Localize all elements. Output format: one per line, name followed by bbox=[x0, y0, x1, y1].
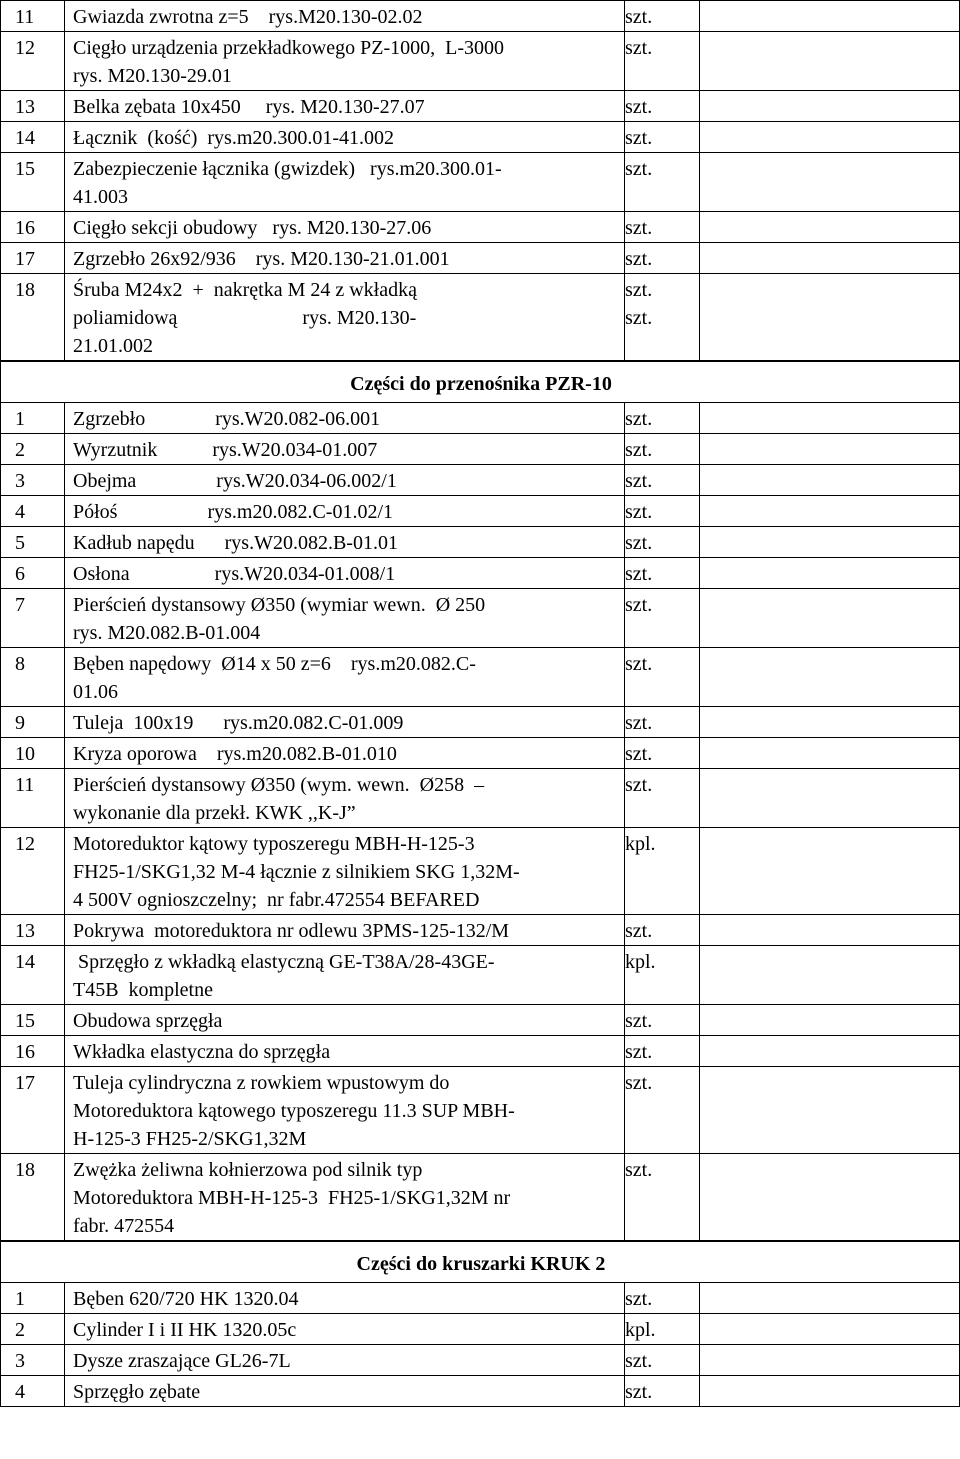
description-line: Sprzęgło zębate bbox=[73, 1381, 201, 1403]
unit-line: szt. bbox=[625, 408, 653, 430]
item-description bbox=[65, 1, 625, 32]
quantity-cell bbox=[700, 274, 960, 362]
description-line: Motoreduktora MBH-H-125-3 FH25-1/SKG1,32M nr bbox=[73, 1187, 511, 1209]
quantity-cell bbox=[700, 1283, 960, 1314]
item-description bbox=[65, 828, 625, 915]
table-row bbox=[1, 1345, 960, 1376]
quantity-cell bbox=[700, 496, 960, 527]
description-line: Cylinder I i II HK 1320.05c bbox=[73, 1319, 297, 1341]
description-line: Cięgło sekcji obudowy rys. M20.130-27.06 bbox=[73, 217, 432, 239]
item-number: 3 bbox=[1, 465, 65, 496]
section-title: Części do przenośnika PZR-10 bbox=[1, 361, 960, 403]
item-number: 17 bbox=[1, 1067, 65, 1154]
quantity-cell bbox=[700, 434, 960, 465]
unit-line: szt. bbox=[625, 920, 653, 942]
item-description bbox=[65, 1376, 625, 1407]
table-row bbox=[1, 1036, 960, 1067]
quantity-cell bbox=[700, 1036, 960, 1067]
description-line: Obudowa sprzęgła bbox=[73, 1010, 223, 1032]
table-row bbox=[1, 243, 960, 274]
description-line: rys. M20.130-29.01 bbox=[73, 65, 232, 87]
table-row bbox=[1, 946, 960, 1005]
item-description bbox=[65, 1067, 625, 1154]
item-description bbox=[65, 465, 625, 496]
item-description bbox=[65, 589, 625, 648]
description-line: Zwężka żeliwna kołnierzowa pod silnik typ bbox=[73, 1159, 423, 1181]
quantity-cell bbox=[700, 648, 960, 707]
description-line: Pierścień dystansowy Ø350 (wym. wewn. Ø258 – bbox=[73, 774, 485, 796]
description-line: Gwiazda zwrotna z=5 rys.M20.130-02.02 bbox=[73, 6, 423, 28]
item-description bbox=[65, 153, 625, 212]
table-row bbox=[1, 1, 960, 32]
unit-line: szt. bbox=[625, 563, 653, 585]
unit-line: szt. bbox=[625, 279, 653, 301]
description-line: fabr. 472554 bbox=[73, 1215, 175, 1237]
description-line: Bęben napędowy Ø14 x 50 z=6 rys.m20.082.C- bbox=[73, 653, 476, 675]
description-line: Belka zębata 10x450 rys. M20.130-27.07 bbox=[73, 96, 425, 118]
item-description bbox=[65, 32, 625, 91]
table-row bbox=[1, 915, 960, 946]
item-unit bbox=[625, 1067, 700, 1154]
item-number: 1 bbox=[1, 1283, 65, 1314]
item-description bbox=[65, 648, 625, 707]
item-unit bbox=[625, 465, 700, 496]
item-unit bbox=[625, 1345, 700, 1376]
unit-line: kpl. bbox=[625, 951, 656, 973]
description-line: Sprzęgło z wkładką elastyczną GE-T38A/28-43GE- bbox=[73, 951, 495, 973]
item-unit bbox=[625, 589, 700, 648]
description-line: Bęben 620/720 HK 1320.04 bbox=[73, 1288, 299, 1310]
item-description bbox=[65, 769, 625, 828]
table-row bbox=[1, 1067, 960, 1154]
description-line: Zgrzebło 26x92/936 rys. M20.130-21.01.001 bbox=[73, 248, 450, 270]
description-line: wykonanie dla przekł. KWK ,,K-J” bbox=[73, 802, 356, 824]
table-row bbox=[1, 648, 960, 707]
table-row bbox=[1, 1154, 960, 1242]
item-unit bbox=[625, 769, 700, 828]
unit-line: szt. bbox=[625, 712, 653, 734]
item-description bbox=[65, 1283, 625, 1314]
item-description bbox=[65, 527, 625, 558]
unit-line: szt. bbox=[625, 217, 653, 239]
item-description bbox=[65, 122, 625, 153]
description-line: 4 500V ognioszczelny; nr fabr.472554 BEFARED bbox=[73, 889, 480, 911]
item-unit bbox=[625, 91, 700, 122]
quantity-cell bbox=[700, 589, 960, 648]
table-row bbox=[1, 1314, 960, 1345]
quantity-cell bbox=[700, 1345, 960, 1376]
item-number: 6 bbox=[1, 558, 65, 589]
unit-line: szt. bbox=[625, 501, 653, 523]
item-unit bbox=[625, 915, 700, 946]
description-line: 21.01.002 bbox=[73, 335, 153, 357]
description-line: Pokrywa motoreduktora nr odlewu 3PMS-125-132/M bbox=[73, 920, 510, 942]
description-line: poliamidową rys. M20.130- bbox=[73, 307, 417, 329]
table-row bbox=[1, 91, 960, 122]
table-row bbox=[1, 769, 960, 828]
unit-line: szt. bbox=[625, 37, 653, 59]
description-line: Obejma rys.W20.034-06.002/1 bbox=[73, 470, 397, 492]
table-row bbox=[1, 1376, 960, 1407]
section-header-row bbox=[1, 361, 960, 403]
quantity-cell bbox=[700, 1, 960, 32]
table-row bbox=[1, 274, 960, 362]
item-unit bbox=[625, 403, 700, 434]
item-unit bbox=[625, 707, 700, 738]
quantity-cell bbox=[700, 122, 960, 153]
item-description bbox=[65, 403, 625, 434]
description-line: 41.003 bbox=[73, 186, 128, 208]
unit-line: kpl. bbox=[625, 1319, 656, 1341]
quantity-cell bbox=[700, 769, 960, 828]
item-unit bbox=[625, 122, 700, 153]
description-line: Kadłub napędu rys.W20.082.B-01.01 bbox=[73, 532, 398, 554]
table-row bbox=[1, 1283, 960, 1314]
item-unit bbox=[625, 1036, 700, 1067]
item-unit bbox=[625, 527, 700, 558]
item-unit bbox=[625, 558, 700, 589]
unit-line: szt. bbox=[625, 594, 653, 616]
item-description bbox=[65, 1005, 625, 1036]
unit-line: szt. bbox=[625, 1159, 653, 1181]
description-line: rys. M20.082.B-01.004 bbox=[73, 622, 261, 644]
description-line: FH25-1/SKG1,32 M-4 łącznie z silnikiem SKG 1,32M- bbox=[73, 861, 520, 883]
item-unit bbox=[625, 648, 700, 707]
unit-line: szt. bbox=[625, 96, 653, 118]
item-description bbox=[65, 738, 625, 769]
item-number: 8 bbox=[1, 648, 65, 707]
unit-line: szt. bbox=[625, 439, 653, 461]
description-line: Zabezpieczenie łącznika (gwizdek) rys.m20.300.01- bbox=[73, 158, 502, 180]
table-row bbox=[1, 32, 960, 91]
item-number: 5 bbox=[1, 527, 65, 558]
description-line: Dysze zraszające GL26-7L bbox=[73, 1350, 291, 1372]
description-line: Motoreduktora kątowego typoszeregu 11.3 SUP MBH- bbox=[73, 1100, 515, 1122]
item-description bbox=[65, 274, 625, 362]
section-title: Części do kruszarki KRUK 2 bbox=[1, 1241, 960, 1283]
quantity-cell bbox=[700, 153, 960, 212]
unit-line: szt. bbox=[625, 1350, 653, 1372]
quantity-cell bbox=[700, 1376, 960, 1407]
item-number: 4 bbox=[1, 1376, 65, 1407]
table-row bbox=[1, 738, 960, 769]
section-header-row bbox=[1, 1241, 960, 1283]
item-description bbox=[65, 1345, 625, 1376]
item-number: 14 bbox=[1, 946, 65, 1005]
item-unit bbox=[625, 1154, 700, 1242]
quantity-cell bbox=[700, 403, 960, 434]
item-description bbox=[65, 434, 625, 465]
item-number: 3 bbox=[1, 1345, 65, 1376]
item-number: 7 bbox=[1, 589, 65, 648]
unit-line: szt. bbox=[625, 470, 653, 492]
item-description bbox=[65, 1154, 625, 1242]
table-row bbox=[1, 465, 960, 496]
quantity-cell bbox=[700, 707, 960, 738]
item-description bbox=[65, 91, 625, 122]
quantity-cell bbox=[700, 91, 960, 122]
description-line: H-125-3 FH25-2/SKG1,32M bbox=[73, 1128, 307, 1150]
item-number: 11 bbox=[1, 769, 65, 828]
item-description bbox=[65, 558, 625, 589]
item-number: 14 bbox=[1, 122, 65, 153]
unit-line: szt. bbox=[625, 307, 653, 329]
quantity-cell bbox=[700, 1005, 960, 1036]
quantity-cell bbox=[700, 32, 960, 91]
item-number: 2 bbox=[1, 434, 65, 465]
item-number: 11 bbox=[1, 1, 65, 32]
description-line: Wyrzutnik rys.W20.034-01.007 bbox=[73, 439, 378, 461]
unit-line: szt. bbox=[625, 532, 653, 554]
item-number: 18 bbox=[1, 1154, 65, 1242]
item-number: 12 bbox=[1, 828, 65, 915]
item-number: 13 bbox=[1, 91, 65, 122]
quantity-cell bbox=[700, 915, 960, 946]
item-unit bbox=[625, 274, 700, 362]
item-unit bbox=[625, 434, 700, 465]
unit-line: kpl. bbox=[625, 833, 656, 855]
quantity-cell bbox=[700, 1314, 960, 1345]
description-line: Śruba M24x2 + nakrętka M 24 z wkładką bbox=[73, 279, 417, 301]
description-line: Wkładka elastyczna do sprzęgła bbox=[73, 1041, 331, 1063]
description-line: 01.06 bbox=[73, 681, 118, 703]
description-line: Motoreduktor kątowy typoszeregu MBH-H-125-3 bbox=[73, 833, 475, 855]
quantity-cell bbox=[700, 558, 960, 589]
quantity-cell bbox=[700, 243, 960, 274]
item-description bbox=[65, 915, 625, 946]
item-number: 16 bbox=[1, 212, 65, 243]
item-unit bbox=[625, 828, 700, 915]
item-description bbox=[65, 707, 625, 738]
item-number: 2 bbox=[1, 1314, 65, 1345]
unit-line: szt. bbox=[625, 774, 653, 796]
unit-line: szt. bbox=[625, 653, 653, 675]
description-line: Pierścień dystansowy Ø350 (wymiar wewn. Ø 250 bbox=[73, 594, 486, 616]
item-description bbox=[65, 1036, 625, 1067]
table-row bbox=[1, 558, 960, 589]
item-number: 10 bbox=[1, 738, 65, 769]
unit-line: szt. bbox=[625, 1010, 653, 1032]
table-row bbox=[1, 1005, 960, 1036]
quantity-cell bbox=[700, 212, 960, 243]
item-unit bbox=[625, 946, 700, 1005]
parts-table-body bbox=[1, 1, 960, 1407]
item-description bbox=[65, 946, 625, 1005]
table-row bbox=[1, 122, 960, 153]
description-line: Tuleja cylindryczna z rowkiem wpustowym do bbox=[73, 1072, 450, 1094]
item-number: 12 bbox=[1, 32, 65, 91]
description-line: Zgrzebło rys.W20.082-06.001 bbox=[73, 408, 381, 430]
item-description bbox=[65, 212, 625, 243]
item-number: 16 bbox=[1, 1036, 65, 1067]
item-description bbox=[65, 243, 625, 274]
unit-line: szt. bbox=[625, 1072, 653, 1094]
item-number: 13 bbox=[1, 915, 65, 946]
unit-line: szt. bbox=[625, 1041, 653, 1063]
unit-line: szt. bbox=[625, 1381, 653, 1403]
item-unit bbox=[625, 1, 700, 32]
item-number: 15 bbox=[1, 1005, 65, 1036]
item-number: 9 bbox=[1, 707, 65, 738]
item-unit bbox=[625, 1283, 700, 1314]
item-unit bbox=[625, 153, 700, 212]
item-number: 15 bbox=[1, 153, 65, 212]
item-unit bbox=[625, 243, 700, 274]
description-line: Kryza oporowa rys.m20.082.B-01.010 bbox=[73, 743, 397, 765]
item-number: 18 bbox=[1, 274, 65, 362]
quantity-cell bbox=[700, 465, 960, 496]
unit-line: szt. bbox=[625, 127, 653, 149]
item-unit bbox=[625, 32, 700, 91]
table-row bbox=[1, 434, 960, 465]
quantity-cell bbox=[700, 738, 960, 769]
item-unit bbox=[625, 1314, 700, 1345]
table-row bbox=[1, 496, 960, 527]
description-line: Tuleja 100x19 rys.m20.082.C-01.009 bbox=[73, 712, 404, 734]
unit-line: szt. bbox=[625, 6, 653, 28]
description-line: T45B kompletne bbox=[73, 979, 213, 1001]
table-row bbox=[1, 403, 960, 434]
quantity-cell bbox=[700, 946, 960, 1005]
unit-line: szt. bbox=[625, 248, 653, 270]
description-line: Łącznik (kość) rys.m20.300.01-41.002 bbox=[73, 127, 395, 149]
unit-line: szt. bbox=[625, 1288, 653, 1310]
unit-line: szt. bbox=[625, 158, 653, 180]
description-line: Osłona rys.W20.034-01.008/1 bbox=[73, 563, 396, 585]
item-description bbox=[65, 496, 625, 527]
item-unit bbox=[625, 212, 700, 243]
table-row bbox=[1, 212, 960, 243]
table-row bbox=[1, 153, 960, 212]
table-row bbox=[1, 589, 960, 648]
unit-line: szt. bbox=[625, 743, 653, 765]
quantity-cell bbox=[700, 828, 960, 915]
item-unit bbox=[625, 496, 700, 527]
item-unit bbox=[625, 1376, 700, 1407]
item-unit bbox=[625, 738, 700, 769]
description-line: Półoś rys.m20.082.C-01.02/1 bbox=[73, 501, 394, 523]
item-number: 4 bbox=[1, 496, 65, 527]
table-row bbox=[1, 527, 960, 558]
item-description bbox=[65, 1314, 625, 1345]
table-row bbox=[1, 707, 960, 738]
item-unit bbox=[625, 1005, 700, 1036]
item-number: 1 bbox=[1, 403, 65, 434]
quantity-cell bbox=[700, 527, 960, 558]
quantity-cell bbox=[700, 1154, 960, 1242]
item-number: 17 bbox=[1, 243, 65, 274]
quantity-cell bbox=[700, 1067, 960, 1154]
description-line: Cięgło urządzenia przekładkowego PZ-1000, L-3000 bbox=[73, 37, 504, 59]
table-row bbox=[1, 828, 960, 915]
